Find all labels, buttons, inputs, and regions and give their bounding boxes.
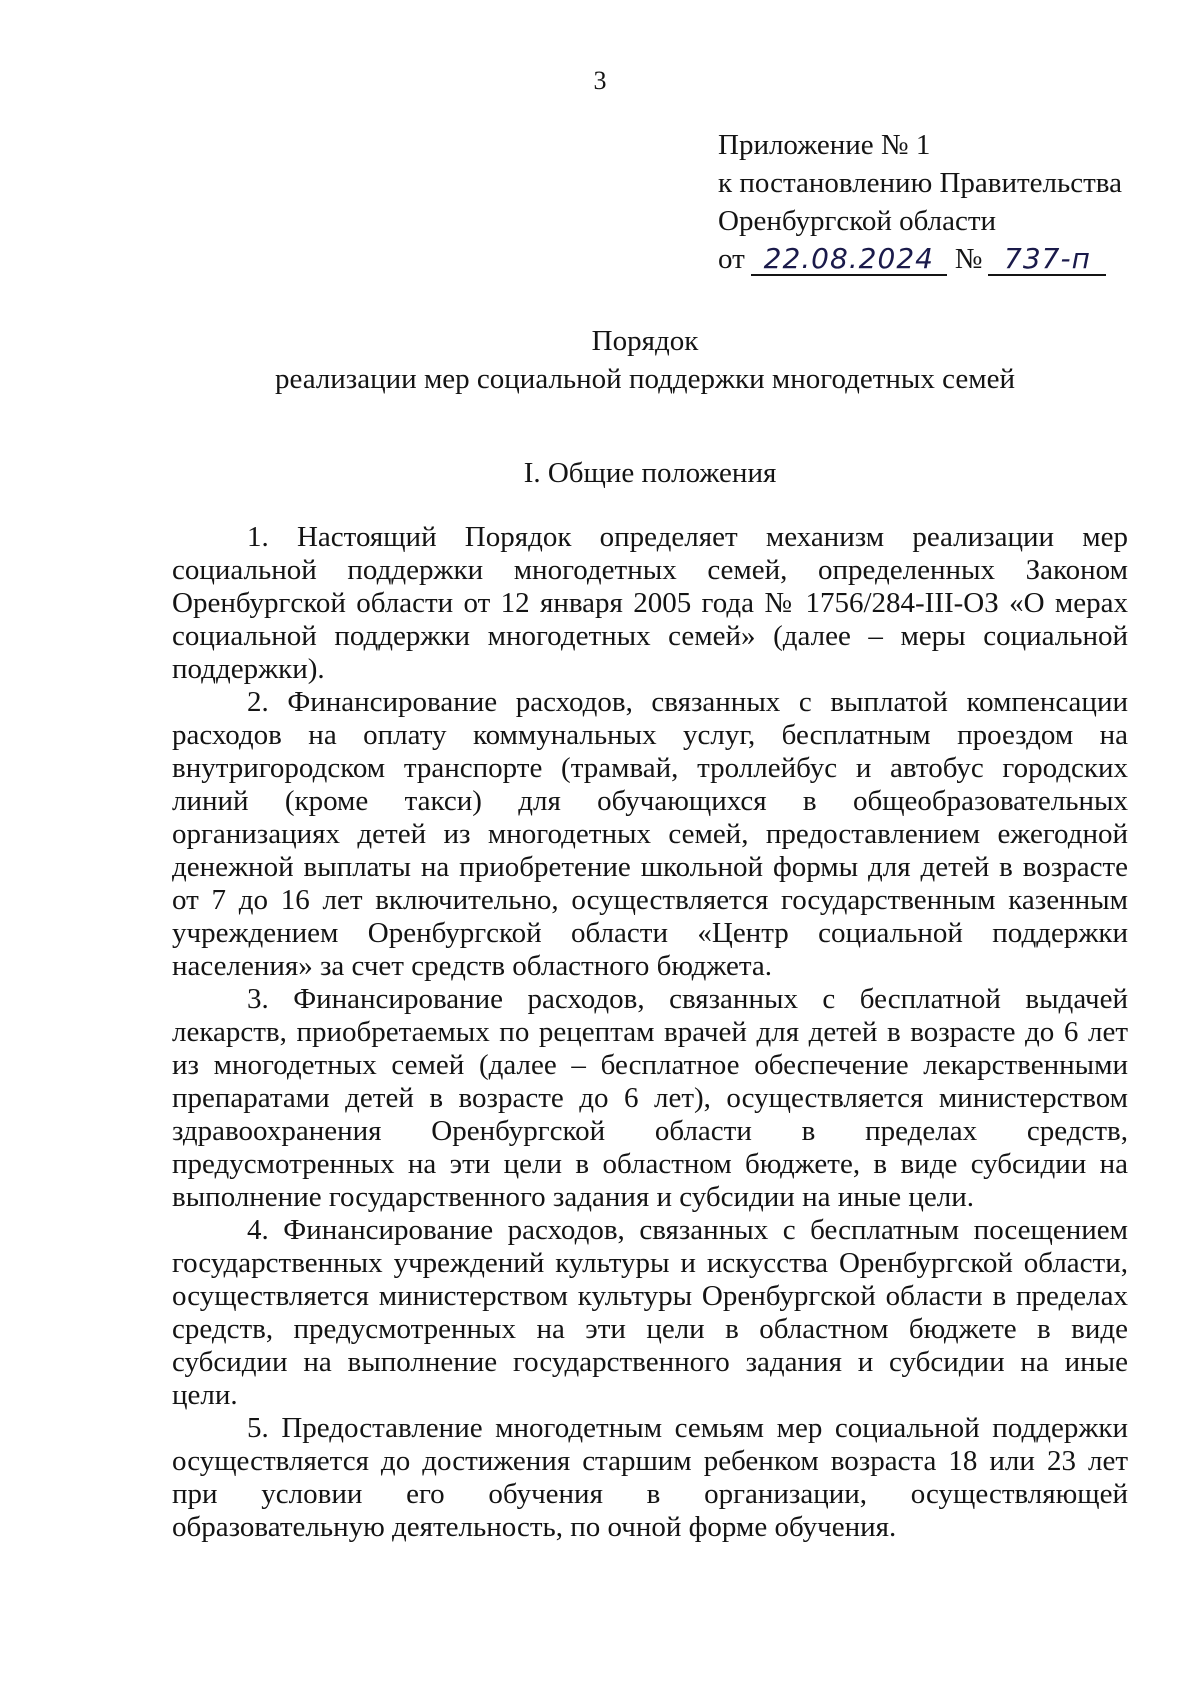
handwritten-date: 22.08.2024 [763,242,934,275]
appendix-title: Приложение № 1 [718,129,931,161]
number-prefix: № [954,243,983,275]
page-number: 3 [593,66,607,95]
date-prefix: от [718,243,745,275]
paragraph-5: 5. Предоставление многодетным семьям мер социальной поддержки осуществляется до достижения старшим ребенком возраста 18 или 23 лет при условии его обучения в организации, осуществляющей образовательную деятельность, по очной форме обучения. [172,1412,1128,1543]
document-subtitle: реализации мер социальной поддержки многодетных семей [274,363,1016,395]
paragraph-3: 3. Финансирование расходов, связанных с бесплатной выдачей лекарств, приобретаемых по рецептам врачей для детей в возрасте до 6 лет из многодетных семей (далее – бесплатное обеспечение лекарственными препаратами детей в возрасте до 6 лет), осуществляется министерством здравоохранения Оренбургской области в пределах средств, предусмотренных на эти цели в областном бюджете, в виде субсидии на выполнение государственного задания и субсидии на иные цели. [172,983,1128,1213]
appendix-region: Оренбургской области [718,205,997,237]
date-field [751,244,947,276]
appendix-date-number-line [718,240,1122,278]
number-field [988,244,1106,276]
section-heading: I. Общие положения [523,457,777,489]
paragraph-2: 2. Финансирование расходов, связанных с выплатой компенсации расходов на оплату коммунальных услуг, бесплатным проездом на внутригородском транспорте (трамвай, троллейбус и автобус городских линий (кроме такси) для обучающихся в общеобразовательных организациях детей из многодетных семей, предоставлением ежегодной денежной выплаты на приобретение школьной формы для детей в возрасте от 7 до 16 лет включительно, осуществляется государственным казенным учреждением Оренбургской области «Центр социальной поддержки населения» за счет средств областного бюджета. [172,686,1128,982]
appendix-reference: к постановлению Правительства [718,167,1122,199]
paragraph-4: 4. Финансирование расходов, связанных с бесплатным посещением государственных учреждений культуры и искусства Оренбургской области, осуществляется министерством культуры Оренбургской области в пределах средств, предусмотренных на эти цели в областном бюджете в виде субсидии на выполнение государственного задания и субсидии на иные цели. [172,1214,1128,1411]
document-title: Порядок [591,325,699,357]
section-body [172,521,1128,1544]
handwritten-number: 737-п [1004,242,1091,275]
appendix-block [718,126,1122,278]
paragraph-1: 1. Настоящий Порядок определяет механизм реализации мер социальной поддержки многодетных семей, определенных Законом Оренбургской области от 12 января 2005 года № 1756/284-III-ОЗ «О мерах социальной поддержки многодетных семей» (далее – меры социальной поддержки). [172,521,1128,685]
